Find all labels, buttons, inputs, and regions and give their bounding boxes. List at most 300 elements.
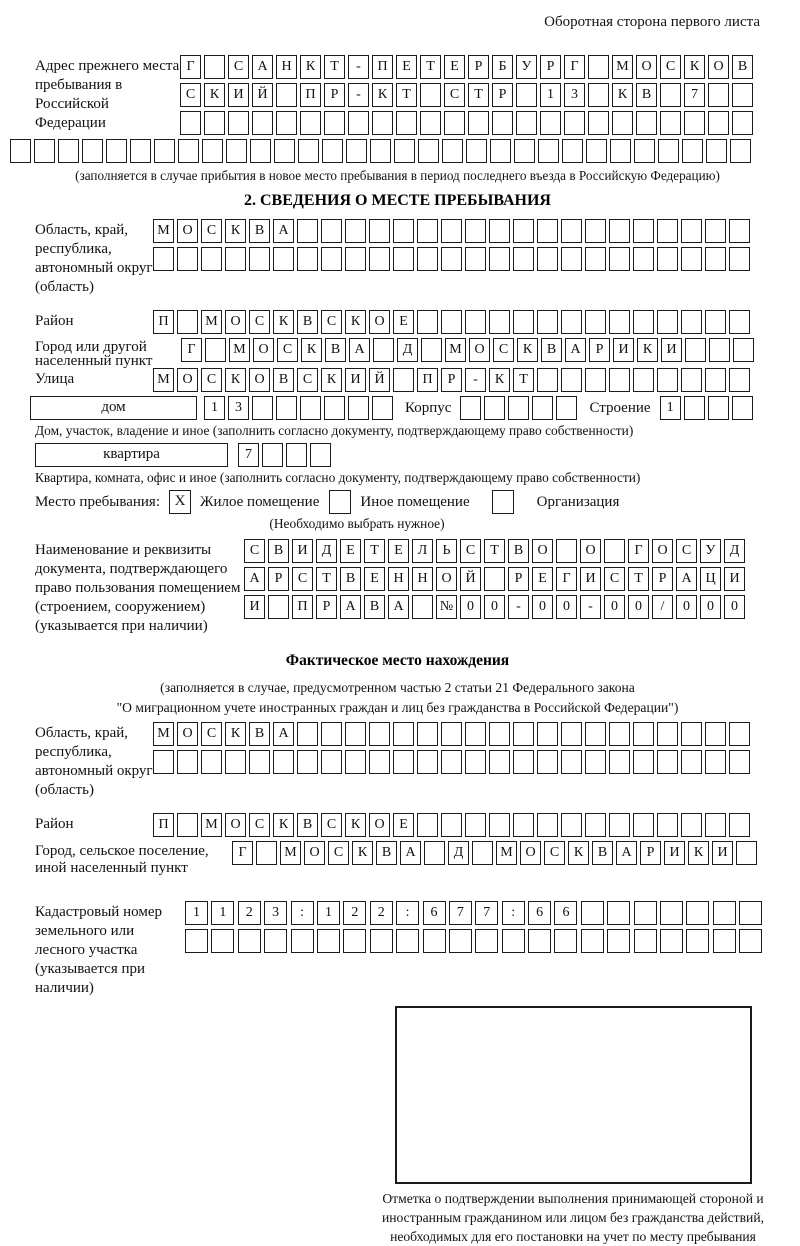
char-cell[interactable] [472,841,493,865]
char-row[interactable] [180,55,760,79]
checkbox-organizaciya[interactable] [492,490,514,514]
char-cell[interactable]: Р [589,338,610,362]
char-cell[interactable] [421,338,442,362]
char-cell[interactable] [489,750,510,774]
char-cell[interactable] [226,139,247,163]
char-cell[interactable] [249,750,270,774]
char-cell[interactable]: 0 [484,595,505,619]
char-cell[interactable] [177,247,198,271]
char-cell[interactable]: И [664,841,685,865]
char-cell[interactable]: 0 [700,595,721,619]
char-cell[interactable]: Б [492,55,513,79]
char-cell[interactable]: Р [640,841,661,865]
char-cell[interactable]: М [280,841,301,865]
char-cell[interactable]: В [268,539,289,563]
char-cell[interactable]: 1 [204,396,225,420]
char-cell[interactable]: О [177,368,198,392]
char-cell[interactable] [202,139,223,163]
char-cell[interactable]: О [225,813,246,837]
char-cell[interactable]: В [273,368,294,392]
char-cell[interactable] [729,750,750,774]
char-cell[interactable]: Н [412,567,433,591]
char-cell[interactable]: П [153,310,174,334]
char-cell[interactable]: Д [724,539,745,563]
char-cell[interactable]: М [153,219,174,243]
char-cell[interactable] [297,750,318,774]
char-row[interactable] [153,813,760,837]
char-cell[interactable] [633,722,654,746]
char-cell[interactable] [348,111,369,135]
char-cell[interactable] [561,368,582,392]
char-cell[interactable] [684,111,705,135]
char-cell[interactable]: 2 [370,901,393,925]
char-cell[interactable]: Е [340,539,361,563]
char-cell[interactable] [554,929,577,953]
char-cell[interactable]: К [612,83,633,107]
char-cell[interactable]: Р [508,567,529,591]
char-cell[interactable] [324,111,345,135]
char-cell[interactable] [708,396,729,420]
char-cell[interactable]: С [321,310,342,334]
char-cell[interactable]: В [249,219,270,243]
char-cell[interactable]: П [153,813,174,837]
char-cell[interactable]: С [297,368,318,392]
char-cell[interactable] [660,111,681,135]
char-cell[interactable]: Р [441,368,462,392]
char-cell[interactable] [276,83,297,107]
char-cell[interactable]: Т [364,539,385,563]
char-cell[interactable] [612,111,633,135]
char-cell[interactable]: К [321,368,342,392]
char-cell[interactable] [324,396,345,420]
char-row[interactable] [153,750,760,774]
char-cell[interactable]: Н [276,55,297,79]
char-cell[interactable] [177,310,198,334]
char-cell[interactable] [417,219,438,243]
char-cell[interactable] [297,219,318,243]
char-cell[interactable] [286,443,307,467]
char-cell[interactable]: 0 [460,595,481,619]
char-cell[interactable]: К [225,368,246,392]
char-cell[interactable] [475,929,498,953]
char-cell[interactable]: 1 [211,901,234,925]
char-cell[interactable] [396,111,417,135]
char-cell[interactable] [449,929,472,953]
char-cell[interactable] [321,219,342,243]
char-cell[interactable] [423,929,446,953]
char-cell[interactable]: Г [564,55,585,79]
char-cell[interactable]: Р [268,567,289,591]
char-cell[interactable]: Г [232,841,253,865]
char-cell[interactable]: К [372,83,393,107]
char-cell[interactable]: О [249,368,270,392]
char-cell[interactable]: О [636,55,657,79]
char-cell[interactable] [708,83,729,107]
char-cell[interactable] [586,139,607,163]
char-cell[interactable]: Р [492,83,513,107]
char-cell[interactable] [417,750,438,774]
char-cell[interactable] [204,55,225,79]
char-row[interactable] [244,539,760,563]
char-cell[interactable] [369,247,390,271]
char-cell[interactable] [412,595,433,619]
char-cell[interactable] [739,901,762,925]
char-cell[interactable]: А [400,841,421,865]
char-cell[interactable] [604,539,625,563]
char-cell[interactable] [556,396,577,420]
char-cell[interactable]: С [201,219,222,243]
char-cell[interactable]: 7 [449,901,472,925]
char-cell[interactable] [441,750,462,774]
char-cell[interactable] [561,813,582,837]
char-cell[interactable]: И [661,338,682,362]
char-cell[interactable]: 7 [684,83,705,107]
char-cell[interactable] [34,139,55,163]
char-cell[interactable] [460,396,481,420]
char-cell[interactable] [211,929,234,953]
char-cell[interactable] [532,396,553,420]
char-cell[interactable]: О [708,55,729,79]
char-cell[interactable] [657,750,678,774]
char-cell[interactable]: 6 [554,901,577,925]
char-cell[interactable] [537,813,558,837]
char-cell[interactable] [300,111,321,135]
char-cell[interactable]: К [301,338,322,362]
char-cell[interactable]: П [417,368,438,392]
char-cell[interactable]: Т [484,539,505,563]
char-cell[interactable] [180,111,201,135]
char-cell[interactable] [513,722,534,746]
char-cell[interactable] [733,338,754,362]
char-cell[interactable] [562,139,583,163]
char-cell[interactable] [609,247,630,271]
char-cell[interactable]: С [228,55,249,79]
char-cell[interactable]: Е [396,55,417,79]
char-cell[interactable] [346,139,367,163]
char-cell[interactable]: № [436,595,457,619]
char-cell[interactable]: Т [420,55,441,79]
char-cell[interactable]: М [445,338,466,362]
char-cell[interactable] [276,396,297,420]
char-cell[interactable]: Г [556,567,577,591]
char-cell[interactable]: Т [628,567,649,591]
char-cell[interactable] [417,813,438,837]
char-cell[interactable] [729,722,750,746]
char-cell[interactable] [396,929,419,953]
char-cell[interactable]: 0 [724,595,745,619]
char-cell[interactable]: О [304,841,325,865]
char-cell[interactable]: М [153,722,174,746]
char-cell[interactable] [420,111,441,135]
char-cell[interactable]: И [712,841,733,865]
char-cell[interactable] [713,929,736,953]
char-cell[interactable]: Г [180,55,201,79]
char-cell[interactable]: О [436,567,457,591]
char-cell[interactable] [321,722,342,746]
char-cell[interactable] [153,247,174,271]
char-cell[interactable] [732,396,753,420]
char-cell[interactable] [153,750,174,774]
char-cell[interactable]: 0 [532,595,553,619]
char-cell[interactable] [297,722,318,746]
char-cell[interactable] [681,219,702,243]
char-row[interactable] [153,219,760,243]
char-cell[interactable]: П [372,55,393,79]
char-cell[interactable] [537,722,558,746]
char-cell[interactable] [492,111,513,135]
char-cell[interactable] [82,139,103,163]
char-cell[interactable] [393,247,414,271]
char-cell[interactable] [262,443,283,467]
char-cell[interactable] [420,83,441,107]
checkbox-inoe[interactable] [329,490,351,514]
char-cell[interactable]: 6 [423,901,446,925]
char-cell[interactable]: Е [388,539,409,563]
char-cell[interactable]: К [684,55,705,79]
char-cell[interactable] [633,813,654,837]
char-cell[interactable]: С [676,539,697,563]
char-cell[interactable]: Т [513,368,534,392]
char-cell[interactable] [345,219,366,243]
char-cell[interactable]: Т [468,83,489,107]
char-cell[interactable]: Е [444,55,465,79]
char-cell[interactable]: О [652,539,673,563]
char-cell[interactable] [561,750,582,774]
char-cell[interactable]: С [249,310,270,334]
char-cell[interactable]: С [604,567,625,591]
char-cell[interactable]: А [252,55,273,79]
char-cell[interactable]: - [580,595,601,619]
char-cell[interactable]: 2 [343,901,366,925]
char-cell[interactable] [561,722,582,746]
char-cell[interactable]: С [292,567,313,591]
char-cell[interactable]: О [253,338,274,362]
char-cell[interactable] [256,841,277,865]
char-cell[interactable] [658,139,679,163]
char-cell[interactable]: 1 [317,901,340,925]
char-cell[interactable] [585,750,606,774]
char-cell[interactable] [343,929,366,953]
char-cell[interactable]: И [292,539,313,563]
char-cell[interactable] [417,722,438,746]
char-cell[interactable] [291,929,314,953]
char-cell[interactable] [250,139,271,163]
char-cell[interactable]: 0 [556,595,577,619]
char-cell[interactable] [585,247,606,271]
char-cell[interactable] [681,368,702,392]
char-cell[interactable]: С [244,539,265,563]
char-cell[interactable] [609,750,630,774]
char-cell[interactable] [310,443,331,467]
char-cell[interactable] [205,338,226,362]
char-cell[interactable] [513,219,534,243]
char-cell[interactable] [372,111,393,135]
char-cell[interactable] [657,247,678,271]
char-cell[interactable] [489,247,510,271]
char-cell[interactable]: И [244,595,265,619]
char-cell[interactable]: М [201,813,222,837]
char-cell[interactable]: О [177,722,198,746]
char-cell[interactable] [588,83,609,107]
char-cell[interactable] [178,139,199,163]
char-cell[interactable]: Р [468,55,489,79]
char-cell[interactable] [732,111,753,135]
char-cell[interactable]: К [204,83,225,107]
char-cell[interactable] [588,111,609,135]
char-cell[interactable]: В [297,310,318,334]
char-cell[interactable] [609,310,630,334]
char-cell[interactable] [465,219,486,243]
char-cell[interactable] [249,247,270,271]
char-cell[interactable]: Й [369,368,390,392]
char-cell[interactable]: 6 [528,901,551,925]
char-cell[interactable] [373,338,394,362]
char-cell[interactable] [634,901,657,925]
char-cell[interactable]: У [516,55,537,79]
char-cell[interactable] [442,139,463,163]
char-row[interactable] [244,595,760,619]
char-cell[interactable]: Н [388,567,409,591]
char-cell[interactable]: В [249,722,270,746]
char-cell[interactable]: О [369,813,390,837]
char-cell[interactable] [204,111,225,135]
char-cell[interactable] [513,813,534,837]
char-cell[interactable] [610,139,631,163]
char-cell[interactable] [538,139,559,163]
char-cell[interactable]: Р [540,55,561,79]
char-cell[interactable]: О [369,310,390,334]
char-cell[interactable]: 3 [264,901,287,925]
char-cell[interactable] [508,396,529,420]
char-cell[interactable] [225,247,246,271]
char-cell[interactable] [441,310,462,334]
char-cell[interactable]: С [277,338,298,362]
char-cell[interactable] [537,310,558,334]
char-cell[interactable]: Р [324,83,345,107]
char-cell[interactable] [564,111,585,135]
char-cell[interactable]: А [349,338,370,362]
char-cell[interactable] [585,368,606,392]
char-cell[interactable] [465,722,486,746]
char-cell[interactable] [633,750,654,774]
char-cell[interactable] [370,139,391,163]
char-cell[interactable]: Е [364,567,385,591]
char-cell[interactable] [685,338,706,362]
char-cell[interactable] [252,111,273,135]
char-cell[interactable] [660,83,681,107]
char-cell[interactable]: К [225,722,246,746]
char-cell[interactable] [393,750,414,774]
char-row[interactable] [153,722,760,746]
char-cell[interactable]: В [376,841,397,865]
char-cell[interactable]: С [249,813,270,837]
char-cell[interactable]: : [291,901,314,925]
char-cell[interactable]: И [228,83,249,107]
char-cell[interactable]: И [724,567,745,591]
char-cell[interactable] [634,929,657,953]
char-cell[interactable] [706,139,727,163]
char-cell[interactable] [130,139,151,163]
char-cell[interactable] [537,750,558,774]
char-cell[interactable]: В [636,83,657,107]
char-cell[interactable]: А [388,595,409,619]
char-cell[interactable] [489,219,510,243]
char-cell[interactable]: В [541,338,562,362]
char-cell[interactable]: К [225,219,246,243]
char-cell[interactable] [581,901,604,925]
char-cell[interactable]: Р [652,567,673,591]
char-cell[interactable] [705,722,726,746]
char-cell[interactable] [441,247,462,271]
char-cell[interactable] [660,901,683,925]
char-cell[interactable]: Ц [700,567,721,591]
char-cell[interactable]: В [732,55,753,79]
char-cell[interactable] [729,368,750,392]
char-cell[interactable]: М [612,55,633,79]
char-cell[interactable] [106,139,127,163]
char-cell[interactable] [369,750,390,774]
char-cell[interactable] [686,929,709,953]
char-cell[interactable] [177,813,198,837]
char-cell[interactable]: И [613,338,634,362]
char-cell[interactable] [730,139,751,163]
char-cell[interactable] [537,247,558,271]
char-cell[interactable] [705,368,726,392]
char-cell[interactable] [705,247,726,271]
char-cell[interactable] [729,310,750,334]
char-cell[interactable] [502,929,525,953]
char-cell[interactable]: 1 [185,901,208,925]
char-cell[interactable] [274,139,295,163]
char-cell[interactable]: 2 [238,901,261,925]
char-row[interactable] [180,83,760,107]
char-cell[interactable] [444,111,465,135]
char-cell[interactable]: Г [181,338,202,362]
char-cell[interactable]: К [637,338,658,362]
char-cell[interactable] [465,750,486,774]
char-cell[interactable] [681,310,702,334]
char-cell[interactable] [372,396,393,420]
char-cell[interactable] [465,813,486,837]
char-row[interactable] [185,929,766,953]
char-cell[interactable] [681,722,702,746]
char-cell[interactable] [345,722,366,746]
char-cell[interactable] [154,139,175,163]
char-cell[interactable]: 1 [660,396,681,420]
char-cell[interactable] [484,567,505,591]
checkbox-zhiloe[interactable]: X [169,490,191,514]
char-row[interactable] [181,338,760,362]
char-cell[interactable] [268,595,289,619]
char-cell[interactable]: Д [448,841,469,865]
char-cell[interactable]: 3 [228,396,249,420]
char-cell[interactable] [657,310,678,334]
char-cell[interactable]: С [444,83,465,107]
char-cell[interactable]: К [352,841,373,865]
char-cell[interactable] [10,139,31,163]
char-cell[interactable]: - [465,368,486,392]
char-cell[interactable] [537,219,558,243]
char-cell[interactable] [657,813,678,837]
char-cell[interactable]: В [592,841,613,865]
char-cell[interactable] [609,722,630,746]
char-cell[interactable]: С [660,55,681,79]
char-row[interactable] [232,841,760,865]
char-cell[interactable] [588,55,609,79]
char-cell[interactable] [348,396,369,420]
char-cell[interactable] [264,929,287,953]
char-cell[interactable] [513,247,534,271]
